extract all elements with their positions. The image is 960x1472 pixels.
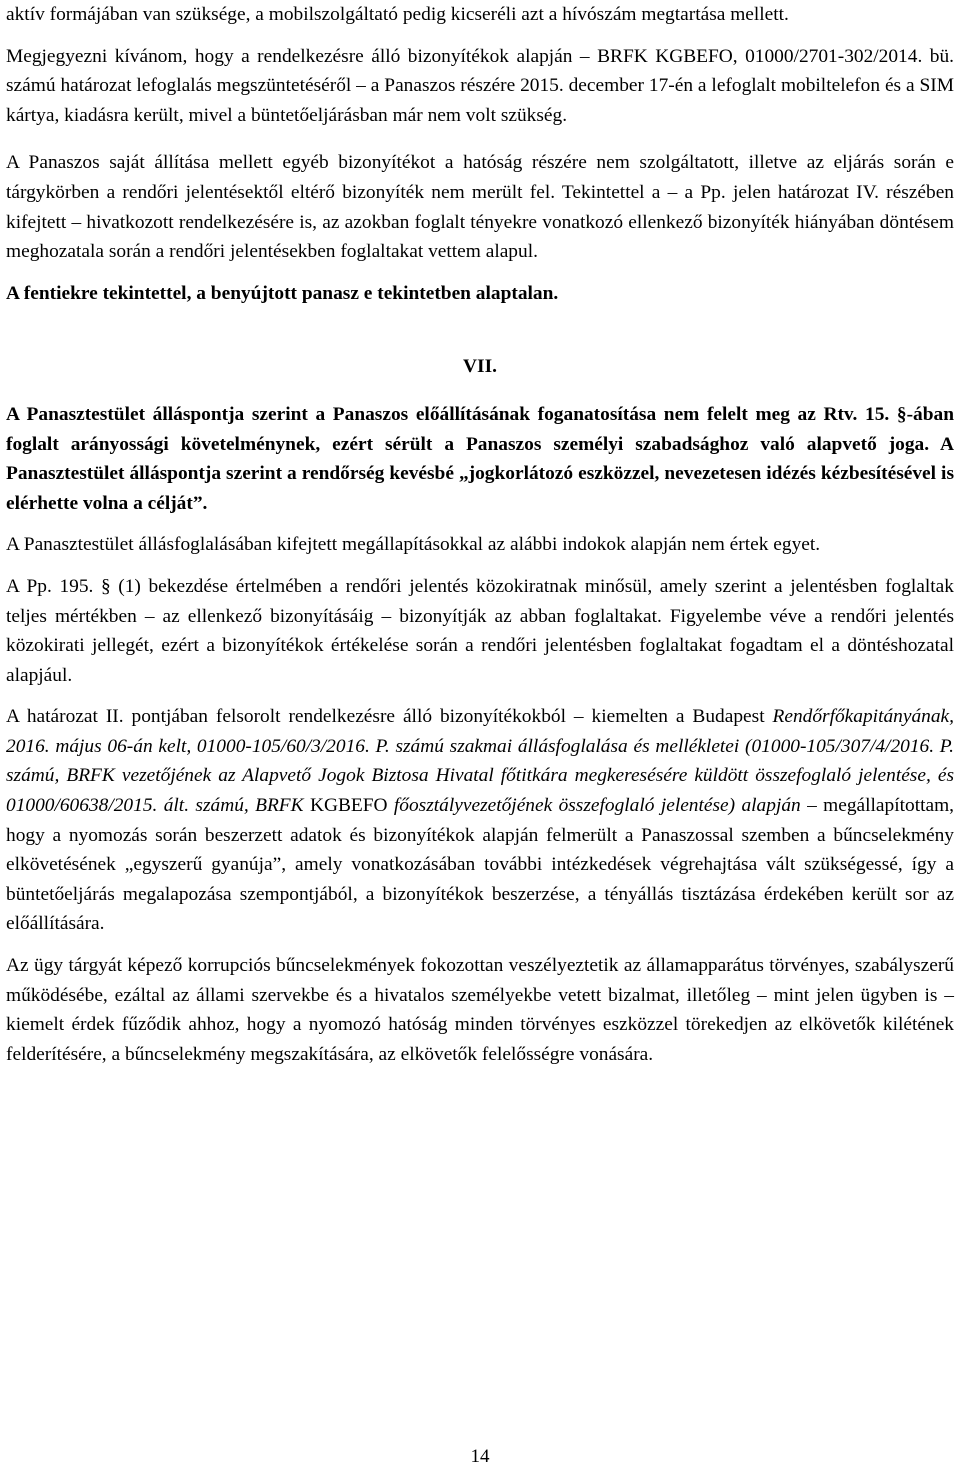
paragraph-continuation: aktív formájában van szüksége, a mobilszolgáltató pedig kicseréli azt a hívószám megtartása mellett. <box>6 4 789 25</box>
paragraph-evidence: A Panaszos saját állítása mellett egyéb bizonyítékot a hatóság részére nem szolgáltatott, illetve az eljárás során e tárgykörben a rendőri jelentésektől eltérő bizonyíték nem merült fel. Tekintettel a – a Pp. jelen határozat IV. részében kifejtett – hivatkozott rendelkezésére is, az azokban foglalt tényekre vonatkozó ellenkező bizonyíték hiányában döntésem meghozatala során a rendőri jelentésekben foglaltakat vettem alapul. <box>6 152 954 263</box>
decision-basis-documents: Rendőrfőkapitányának, 2016. május 06-án kelt, 01000-105/60/3/2016. P. számú szakmai állásfoglalása és mellékletei (01000-105/307/4/2016. P. számú, BRFK vezetőjének az Alapvető Jogok Biztosa Hivatal főtitkára megkeresésére küldött összefoglaló jelentése, és 01000/60638/2015. ált. számú, BRFK <box>6 706 954 817</box>
document-page <box>6 0 954 1069</box>
section-heading: VII. <box>463 356 497 378</box>
paragraph-disagreement: A Panasztestület állásfoglalásában kifejtett megállapításokkal az alábbi indokok alapján nem értek egyet. <box>6 534 821 556</box>
paragraph-conclusion: A fentiekre tekintettel, a benyújtott panasz e tekintetben alaptalan. <box>6 282 559 304</box>
paragraph-police-report: A Pp. 195. § (1) bekezdése értelmében a rendőri jelentés közokiratnak minősül, amely szerint a jelentésben foglaltak teljes mértékben – az ellenkező bizonyításáig – bizonyítják az abban foglaltakat. Figyelembe véve a rendőri jelentés közokirati jellegét, ezért a bizonyítékok értékelése során a rendőri jelentésben foglaltakat fogadtam el a döntéshozatal alapjául. <box>6 575 954 686</box>
page-number: 14 <box>470 1446 490 1467</box>
paragraph-decision-basis <box>6 702 954 939</box>
paragraph-corruption: Az ügy tárgyát képező korrupciós bűncselekmények fokozottan veszélyeztetik az államapparátus törvényes, szabályszerű működésébe, ezáltal az állami szervekbe és a hivatalos személyekbe vetett bizalmat, illetőleg – mint jelen ügyben is – kiemelt érdek fűződik ahhoz, hogy a nyomozó hatóság minden törvényes eszközzel törekedjen az elkövetők kilétének felderítésére, a bűncselekmény megszakítására, az elkövetők felelősségre vonására. <box>6 955 954 1065</box>
decision-basis-report: főosztályvezetőjének összefoglaló jelentése) alapján <box>393 795 801 817</box>
decision-basis-unit: KGBEFO <box>309 795 394 817</box>
decision-basis-intro: A határozat II. pontjában felsorolt rendelkezésre álló bizonyítékokból – kiemelten a Budapest <box>6 706 773 728</box>
decision-basis-finding: – megállapítottam, hogy a nyomozás során beszerzett adatok és bizonyítékok alapján felmerült a Panaszossal szemben a bűncselekmény elkövetésének „egyszerű gyanúja”, amely vonatkozásában további intézkedések végrehajtása vált szükségessé, így a büntetőeljárás megalapozása szempontjából, a bizonyítékok beszerzése, a tényállás tisztázása érdekében került sor az előállítására. <box>6 795 955 935</box>
paragraph-seizure-note: Megjegyezni kívánom, hogy a rendelkezésre álló bizonyítékok alapján – BRFK KGBEFO, 01000/2701-302/2014. bü. számú határozat lefoglalás megszüntetéséről – a Panaszos részére 2015. december 17-én a lefoglalt mobiltelefon és a SIM kártya, kiadásra került, mivel a büntetőeljárásban már nem volt szükség. <box>6 45 954 126</box>
paragraph-panel-position: A Panasztestület álláspontja szerint a Panaszos előállításának foganatosítása nem felelt meg az Rtv. 15. §-ában foglalt arányossági követelménynek, ezért sérült a Panaszos személyi szabadsághoz való alapvető joga. A Panasztestület álláspontja szerint a rendőrség kevésbé „jogkorlátozó eszközzel, nevezetesen idézés kézbesítésével is elérhette volna a célját”. <box>6 403 954 514</box>
